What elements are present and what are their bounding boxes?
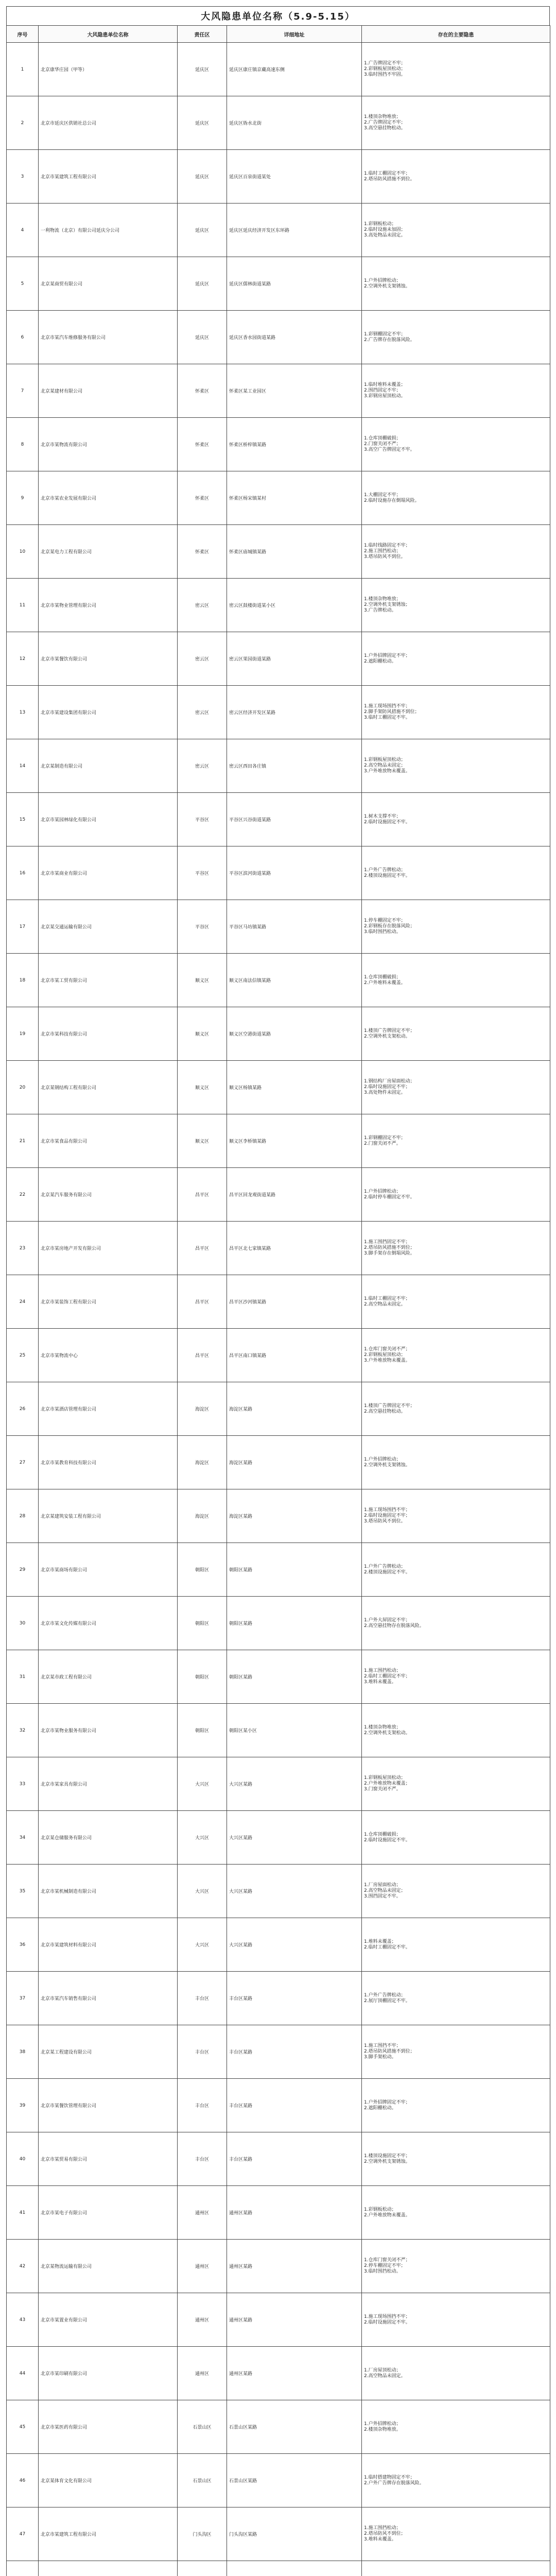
cell-no: 8 [7, 418, 39, 471]
cell-issue: 1.户外大屏固定不牢； 2.高空悬挂物存在脱落风险。 [362, 1597, 550, 1650]
cell-name: 北京市某医药有限公司 [39, 2400, 178, 2454]
cell-issue: 1.施工围挡固定不牢； 2.塔吊防风措施不到位； 3.脚手架存在倒塌风险。 [362, 1222, 550, 1275]
cell-issue: 1.广告牌固定不牢； 2.彩钢板屋顶松动； 3.临时围挡不牢固。 [362, 43, 550, 96]
cell-no: 42 [7, 2240, 39, 2293]
cell-district: 怀柔区 [178, 525, 227, 579]
cell-issue: 1.户外招牌松动； 2.空调外机支架锈蚀。 [362, 1436, 550, 1489]
cell-name: 北京市某机械制造有限公司 [39, 1865, 178, 1918]
cell-name: 北京市某教育科技有限公司 [39, 1436, 178, 1489]
cell-no: 25 [7, 1329, 39, 1382]
cell-no: 26 [7, 1382, 39, 1436]
cell-no: 12 [7, 632, 39, 686]
table-row [7, 1918, 550, 1972]
cell-address: 丰台区某路 [227, 1972, 362, 2025]
cell-name: 北京市某物流有限公司 [39, 418, 178, 471]
table-row [7, 2400, 550, 2454]
cell-district: 朝阳区 [178, 1597, 227, 1650]
cell-district: 平谷区 [178, 793, 227, 846]
cell-no: 11 [7, 579, 39, 632]
cell-address: 顺义区南法信镇某路 [227, 954, 362, 1007]
cell-name: 北京某钢结构工程有限公司 [39, 1061, 178, 1114]
cell-address: 丰台区某路 [227, 2079, 362, 2132]
cell-district: 顺义区 [178, 1114, 227, 1168]
cell-no: 18 [7, 954, 39, 1007]
cell-no: 44 [7, 2347, 39, 2400]
cell-name: 北京某物流运输有限公司 [39, 2240, 178, 2293]
cell-address: 密云区经济开发区某路 [227, 686, 362, 739]
cell-issue: 1.户外招牌固定不牢； 2.遮阳棚松动。 [362, 632, 550, 686]
table-row [7, 739, 550, 793]
cell-no: 15 [7, 793, 39, 846]
cell-name: 北京市某置业有限公司 [39, 2293, 178, 2347]
cell-issue: 1.临时工棚固定不牢； 2.塔吊防风措施不到位。 [362, 150, 550, 204]
cell-district: 怀柔区 [178, 471, 227, 525]
cell-no: 21 [7, 1114, 39, 1168]
cell-name: 北京市某电子有限公司 [39, 2186, 178, 2240]
cell-name: 北京市某工贸有限公司 [39, 954, 178, 1007]
cell-address: 顺义区李桥镇某路 [227, 1114, 362, 1168]
cell-name: 北京某工程建设有限公司 [39, 2025, 178, 2079]
cell-issue: 1.户外招牌松动； 2.空调外机支架锈蚀。 [362, 257, 550, 311]
cell-no: 16 [7, 846, 39, 900]
table-row [7, 418, 550, 471]
table-row [7, 900, 550, 954]
cell-district: 海淀区 [178, 1489, 227, 1543]
cell-district: 朝阳区 [178, 1543, 227, 1597]
table-row [7, 954, 550, 1007]
cell-no: 7 [7, 364, 39, 418]
table-row [7, 1972, 550, 2025]
cell-name: 北京市某农业发展有限公司 [39, 471, 178, 525]
header-district: 责任区 [178, 26, 227, 43]
cell-district: 丰台区 [178, 2079, 227, 2132]
table-row [7, 1168, 550, 1222]
table-row [7, 1811, 550, 1865]
table-row [7, 525, 550, 579]
cell-district: 大兴区 [178, 1811, 227, 1865]
cell-issue: 1.钢结构厂房屋面松动； 2.临时设施固定不牢； 3.高处物件未固定。 [362, 1061, 550, 1114]
cell-issue: 1.彩钢板松动； 2.户外堆放物未覆盖。 [362, 2186, 550, 2240]
cell-name: 北京市某食品有限公司 [39, 1114, 178, 1168]
cell-issue: 1.仓库顶棚破损； 2.户外堆料未覆盖。 [362, 954, 550, 1007]
cell-address: 朝阳区某路 [227, 1650, 362, 1704]
table-header-row [7, 26, 550, 43]
cell-no: 6 [7, 311, 39, 364]
cell-name: 北京某商贸有限公司 [39, 257, 178, 311]
cell-no: 45 [7, 2400, 39, 2454]
table-row [7, 2454, 550, 2507]
cell-issue: 1.施工现场围挡不牢； 2.临时设施固定不牢； 3.塔吊防风不到位。 [362, 1489, 550, 1543]
cell-no: 41 [7, 2186, 39, 2240]
cell-name: 北京市某装饰工程有限公司 [39, 1275, 178, 1329]
table-row [7, 1597, 550, 1650]
cell-address: 怀柔区某工业园区 [227, 364, 362, 418]
table-row [7, 1757, 550, 1811]
cell-district: 海淀区 [178, 1436, 227, 1489]
cell-issue: 1.楼顶广告牌固定不牢； 2.空调外机支架松动。 [362, 1007, 550, 1061]
cell-name: 北京市某酒店管理有限公司 [39, 1382, 178, 1436]
table-row [7, 1222, 550, 1275]
table-row [7, 686, 550, 739]
cell-address: 朝阳区某小区 [227, 1704, 362, 1757]
cell-name: 北京市某家具有限公司 [39, 1757, 178, 1811]
table-row [7, 1061, 550, 1114]
cell-address: 怀柔区杨宋镇某村 [227, 471, 362, 525]
cell-district: 大兴区 [178, 1757, 227, 1811]
cell-district: 昌平区 [178, 1168, 227, 1222]
cell-district: 延庆区 [178, 43, 227, 96]
table-row [7, 2347, 550, 2400]
cell-address: 平谷区马坊镇某路 [227, 900, 362, 954]
cell-no: 17 [7, 900, 39, 954]
cell-district: 通州区 [178, 2293, 227, 2347]
cell-name: 北京某制造有限公司 [39, 739, 178, 793]
cell-issue: 1.施工围挡不牢； 2.塔吊防风措施不到位； 3.脚手架松动。 [362, 2025, 550, 2079]
cell-district: 门头沟区 [178, 2507, 227, 2561]
cell-address: 通州区某路 [227, 2293, 362, 2347]
cell-issue: 1.户外招牌固定不牢； 2.遮阳棚松动。 [362, 2079, 550, 2132]
cell-name: 北京市某建筑材料有限公司 [39, 1918, 178, 1972]
cell-district: 平谷区 [178, 846, 227, 900]
cell-address: 通州区某路 [227, 2240, 362, 2293]
cell-no: 5 [7, 257, 39, 311]
table-row [7, 2293, 550, 2347]
cell-issue: 1.仓库门窗关闭不严； 2.停车棚固定不牢； 3.临时围挡松动。 [362, 2240, 550, 2293]
cell-no: 2 [7, 96, 39, 150]
table-row [7, 471, 550, 525]
cell-district: 密云区 [178, 739, 227, 793]
cell-district: 延庆区 [178, 204, 227, 257]
table-row [7, 1007, 550, 1061]
cell-no: 37 [7, 1972, 39, 2025]
header-no: 序号 [7, 26, 39, 43]
table-row [7, 1275, 550, 1329]
cell-address: 朝阳区某路 [227, 1543, 362, 1597]
cell-issue: 1.楼顶杂物堆放； 2.空调外机支架锈蚀； 3.广告牌松动。 [362, 579, 550, 632]
table-row [7, 2079, 550, 2132]
cell-name: 北京某市政工程有限公司 [39, 1650, 178, 1704]
cell-no: 30 [7, 1597, 39, 1650]
cell-district: 海淀区 [178, 1382, 227, 1436]
table-row [7, 632, 550, 686]
table-body [7, 43, 550, 2576]
cell-address: 平谷区滨河街道某路 [227, 846, 362, 900]
cell-issue: 1.楼顶杂物堆放； 2.空调外机支架松动。 [362, 1704, 550, 1757]
cell-district: 朝阳区 [178, 1650, 227, 1704]
cell-name [39, 2561, 178, 2576]
table-row [7, 1489, 550, 1543]
cell-district: 通州区 [178, 2240, 227, 2293]
cell-district: 顺义区 [178, 1007, 227, 1061]
cell-district: 怀柔区 [178, 364, 227, 418]
cell-name: 北京市某餐饮有限公司 [39, 632, 178, 686]
cell-address: 通州区某路 [227, 2186, 362, 2240]
cell-name: 北京市某餐饮管理有限公司 [39, 2079, 178, 2132]
cell-district: 大兴区 [178, 1918, 227, 1972]
cell-address: 密云区鼓楼街道某小区 [227, 579, 362, 632]
cell-address: 密云区西田各庄镇 [227, 739, 362, 793]
cell-no: 29 [7, 1543, 39, 1597]
cell-no: 47 [7, 2507, 39, 2561]
cell-district: 怀柔区 [178, 418, 227, 471]
table-row [7, 1543, 550, 1597]
cell-district: 密云区 [178, 686, 227, 739]
cell-name: 北京市某物流中心 [39, 1329, 178, 1382]
cell-no: 4 [7, 204, 39, 257]
cell-name: 北京某建筑安装工程有限公司 [39, 1489, 178, 1543]
cell-address: 门头沟区某路 [227, 2507, 362, 2561]
cell-issue: 1.彩钢棚固定不牢； 2.门窗关闭不严。 [362, 1114, 550, 1168]
cell-address: 延庆区康庄镇京藏高速东侧 [227, 43, 362, 96]
cell-no: 3 [7, 150, 39, 204]
cell-issue: 1.堆料未覆盖； 2.临时工棚固定不牢。 [362, 1918, 550, 1972]
cell-address: 顺义区杨镇某路 [227, 1061, 362, 1114]
cell-name: 北京市某商场有限公司 [39, 1543, 178, 1597]
cell-name: 北京市某商业有限公司 [39, 846, 178, 900]
hazard-table [6, 25, 550, 2576]
table-row [7, 2240, 550, 2293]
cell-name: 北京市某印刷有限公司 [39, 2347, 178, 2400]
cell-no: 10 [7, 525, 39, 579]
table-row [7, 2132, 550, 2186]
cell-district: 昌平区 [178, 1275, 227, 1329]
cell-address: 平谷区兴谷街道某路 [227, 793, 362, 846]
cell-address: 大兴区某路 [227, 1918, 362, 1972]
cell-name: 北京某交通运输有限公司 [39, 900, 178, 954]
cell-name: 北京某建材有限公司 [39, 364, 178, 418]
cell-name: 北京市某房地产开发有限公司 [39, 1222, 178, 1275]
table-row [7, 846, 550, 900]
cell-name: 北京某仓储服务有限公司 [39, 1811, 178, 1865]
cell-issue: 1.施工现场围挡不牢； 2.脚手架防风措施不到位； 3.临时工棚固定不牢。 [362, 686, 550, 739]
cell-no: 23 [7, 1222, 39, 1275]
cell-no: 38 [7, 2025, 39, 2079]
table-row [7, 2186, 550, 2240]
table-row [7, 311, 550, 364]
cell-address: 延庆区延庆经济开发区东环路 [227, 204, 362, 257]
cell-issue: 1.仓库门窗关闭不严； 2.彩钢板屋顶松动； 3.户外堆放物未覆盖。 [362, 1329, 550, 1382]
table-row [7, 96, 550, 150]
cell-address: 石景山区某路 [227, 2454, 362, 2507]
cell-name: 北京市某物业服务有限公司 [39, 1704, 178, 1757]
cell-no: 14 [7, 739, 39, 793]
cell-address: 通州区某路 [227, 2347, 362, 2400]
cell-issue: 1.临时工棚固定不牢； 2.高空物品未固定。 [362, 1275, 550, 1329]
table-row [7, 43, 550, 96]
table-row [7, 2507, 550, 2561]
cell-name: 北京市某汽车维修服务有限公司 [39, 311, 178, 364]
cell-no [7, 2561, 39, 2576]
cell-name: 北京市某建筑工程有限公司 [39, 2507, 178, 2561]
cell-address: 大兴区某路 [227, 1865, 362, 1918]
cell-district [178, 2561, 227, 2576]
cell-issue: 1.楼顶设施固定不牢； 2.空调外机支架锈蚀。 [362, 2132, 550, 2186]
cell-district: 丰台区 [178, 2132, 227, 2186]
cell-district: 丰台区 [178, 2025, 227, 2079]
cell-issue: 1.临时线路固定不牢； 2.施工围挡松动； 3.塔吊防风不到位。 [362, 525, 550, 579]
cell-address: 顺义区空港街道某路 [227, 1007, 362, 1061]
table-row [7, 364, 550, 418]
cell-issue: 1.大棚固定不牢； 2.临时设施存在倒塌风险。 [362, 471, 550, 525]
cell-no: 22 [7, 1168, 39, 1222]
table-row [7, 579, 550, 632]
cell-no: 20 [7, 1061, 39, 1114]
cell-address: 丰台区某路 [227, 2025, 362, 2079]
cell-no: 35 [7, 1865, 39, 1918]
cell-district: 朝阳区 [178, 1704, 227, 1757]
cell-issue: 1.户外广告牌松动； 2.楼顶设施固定不牢。 [362, 1543, 550, 1597]
cell-no: 28 [7, 1489, 39, 1543]
cell-no: 36 [7, 1918, 39, 1972]
cell-issue: 1.施工围挡松动； 2.塔吊防风不到位； 3.堆料未覆盖。 [362, 2507, 550, 2561]
cell-no: 19 [7, 1007, 39, 1061]
cell-issue: 1.停车棚固定不牢； 2.彩钢板存在脱落风险； 3.临时围挡松动。 [362, 900, 550, 954]
cell-address: 怀柔区桥梓镇某路 [227, 418, 362, 471]
cell-issue: 1.临时堆料未覆盖； 2.围挡固定不牢； 3.彩钢房屋顶松动。 [362, 364, 550, 418]
cell-name: 北京某汽车服务有限公司 [39, 1168, 178, 1222]
cell-issue: 1.树木支撑不牢； 2.临时设施固定不牢。 [362, 793, 550, 846]
cell-issue: 1.户外招牌松动； 2.临时停车棚固定不牢。 [362, 1168, 550, 1222]
cell-issue: 1.厂房屋顶松动； 2.高空物品未固定。 [362, 2347, 550, 2400]
cell-district: 延庆区 [178, 150, 227, 204]
cell-address: 大兴区某路 [227, 1811, 362, 1865]
cell-name: 北京市某建筑工程有限公司 [39, 150, 178, 204]
cell-no: 32 [7, 1704, 39, 1757]
cell-no: 27 [7, 1436, 39, 1489]
cell-address: 海淀区某路 [227, 1489, 362, 1543]
table-row [7, 257, 550, 311]
table-row [7, 1650, 550, 1704]
cell-name: 北京市某物业管理有限公司 [39, 579, 178, 632]
cell-issue: 1.户外广告牌松动； 2.楼顶设施固定不牢。 [362, 846, 550, 900]
cell-issue: 1.楼顶杂物堆放； 2.广告牌固定不牢； 3.高空悬挂物松动。 [362, 96, 550, 150]
table-row [7, 2025, 550, 2079]
cell-name: 北京市某文化传媒有限公司 [39, 1597, 178, 1650]
cell-address: 大兴区某路 [227, 1757, 362, 1811]
table-row [7, 1114, 550, 1168]
cell-issue: 1.户外招牌松动； 2.楼顶杂物堆放。 [362, 2400, 550, 2454]
cell-district: 平谷区 [178, 900, 227, 954]
cell-address: 海淀区某路 [227, 1382, 362, 1436]
cell-address [227, 2561, 362, 2576]
table-row [7, 1329, 550, 1382]
cell-issue: 1.施工围挡松动； 2.临时工棚固定不牢； 3.堆料未覆盖。 [362, 1650, 550, 1704]
table-row [7, 150, 550, 204]
cell-issue: 1.彩钢棚固定不牢； 2.广告牌存在脱落风险。 [362, 311, 550, 364]
cell-issue: 1.户外广告牌松动； 2.展厅顶棚固定不牢。 [362, 1972, 550, 2025]
cell-district: 昌平区 [178, 1222, 227, 1275]
cell-issue: 1.楼顶广告牌固定不牢； 2.高空悬挂物松动。 [362, 1382, 550, 1436]
cell-district: 顺义区 [178, 1061, 227, 1114]
cell-no: 40 [7, 2132, 39, 2186]
cell-name: 北京某电力工程有限公司 [39, 525, 178, 579]
table-row [7, 1704, 550, 1757]
cell-no: 13 [7, 686, 39, 739]
cell-issue: 1.施工现场围挡不牢； 2.临时设施固定不牢。 [362, 2293, 550, 2347]
cell-name: 北京市某建设集团有限公司 [39, 686, 178, 739]
cell-district: 顺义区 [178, 954, 227, 1007]
cell-district: 密云区 [178, 632, 227, 686]
cell-district: 延庆区 [178, 96, 227, 150]
cell-address: 昌平区沙河镇某路 [227, 1275, 362, 1329]
table-row [7, 1865, 550, 1918]
cell-district: 通州区 [178, 2186, 227, 2240]
table-row [7, 1382, 550, 1436]
cell-no: 9 [7, 471, 39, 525]
cell-issue: 1.彩钢板松动； 2.临时设施未加固； 3.高处物品未固定。 [362, 204, 550, 257]
table-row [7, 204, 550, 257]
cell-district: 延庆区 [178, 257, 227, 311]
cell-district: 石景山区 [178, 2400, 227, 2454]
cell-no: 34 [7, 1811, 39, 1865]
table-row [7, 793, 550, 846]
cell-no: 43 [7, 2293, 39, 2347]
cell-issue [362, 2561, 550, 2576]
cell-district: 昌平区 [178, 1329, 227, 1382]
cell-address: 昌平区回龙观街道某路 [227, 1168, 362, 1222]
document-title: 大风隐患单位名称（5.9-5.15） [6, 6, 550, 25]
cell-no: 24 [7, 1275, 39, 1329]
cell-name: 北京康华庄园（甲等） [39, 43, 178, 96]
cell-name: 北京市延庆区供销社总公司 [39, 96, 178, 150]
cell-district: 大兴区 [178, 1865, 227, 1918]
table-row [7, 1436, 550, 1489]
header-name: 大风隐患单位名称 [39, 26, 178, 43]
cell-district: 通州区 [178, 2347, 227, 2400]
cell-district: 石景山区 [178, 2454, 227, 2507]
cell-address: 延庆区香水园街道某路 [227, 311, 362, 364]
cell-name: 北京市某科技有限公司 [39, 1007, 178, 1061]
cell-issue: 1.彩钢板屋顶松动； 2.高空物品未固定； 3.户外堆放物未覆盖。 [362, 739, 550, 793]
cell-address: 海淀区某路 [227, 1436, 362, 1489]
cell-no: 39 [7, 2079, 39, 2132]
cell-address: 延庆区儒林街道某路 [227, 257, 362, 311]
cell-address: 昌平区南口镇某路 [227, 1329, 362, 1382]
cell-address: 延庆区百泉街道某处 [227, 150, 362, 204]
cell-no: 1 [7, 43, 39, 96]
cell-name: 北京市某园林绿化有限公司 [39, 793, 178, 846]
cell-issue: 1.彩钢板屋顶松动； 2.户外堆放物未覆盖； 3.门窗关闭不严。 [362, 1757, 550, 1811]
cell-issue: 1.临时搭建物固定不牢； 2.户外广告牌存在脱落风险。 [362, 2454, 550, 2507]
cell-name: 一利物流（北京）有限公司延庆分公司 [39, 204, 178, 257]
cell-issue: 1.仓库顶棚破损； 2.门窗关闭不严； 3.高空广告牌固定不牢。 [362, 418, 550, 471]
header-address: 详细地址 [227, 26, 362, 43]
header-issue: 存在的主要隐患 [362, 26, 550, 43]
cell-no: 33 [7, 1757, 39, 1811]
cell-address: 石景山区某路 [227, 2400, 362, 2454]
cell-address: 朝阳区某路 [227, 1597, 362, 1650]
cell-address: 怀柔区庙城镇某路 [227, 525, 362, 579]
cell-issue: 1.厂房屋面松动； 2.高空物品未固定； 3.围挡固定不牢。 [362, 1865, 550, 1918]
cell-no: 31 [7, 1650, 39, 1704]
cell-address: 延庆区妫水北街 [227, 96, 362, 150]
cell-issue: 1.仓库顶棚破损； 2.临时设施固定不牢。 [362, 1811, 550, 1865]
cell-no: 46 [7, 2454, 39, 2507]
cell-address: 丰台区某路 [227, 2132, 362, 2186]
cell-district: 丰台区 [178, 1972, 227, 2025]
cell-district: 延庆区 [178, 311, 227, 364]
cell-address: 昌平区北七家镇某路 [227, 1222, 362, 1275]
cell-district: 密云区 [178, 579, 227, 632]
cell-name: 北京市某贸易有限公司 [39, 2132, 178, 2186]
cell-name: 北京某体育文化有限公司 [39, 2454, 178, 2507]
cell-address: 密云区果园街道某路 [227, 632, 362, 686]
table-row [7, 2561, 550, 2576]
cell-name: 北京市某汽车销售有限公司 [39, 1972, 178, 2025]
